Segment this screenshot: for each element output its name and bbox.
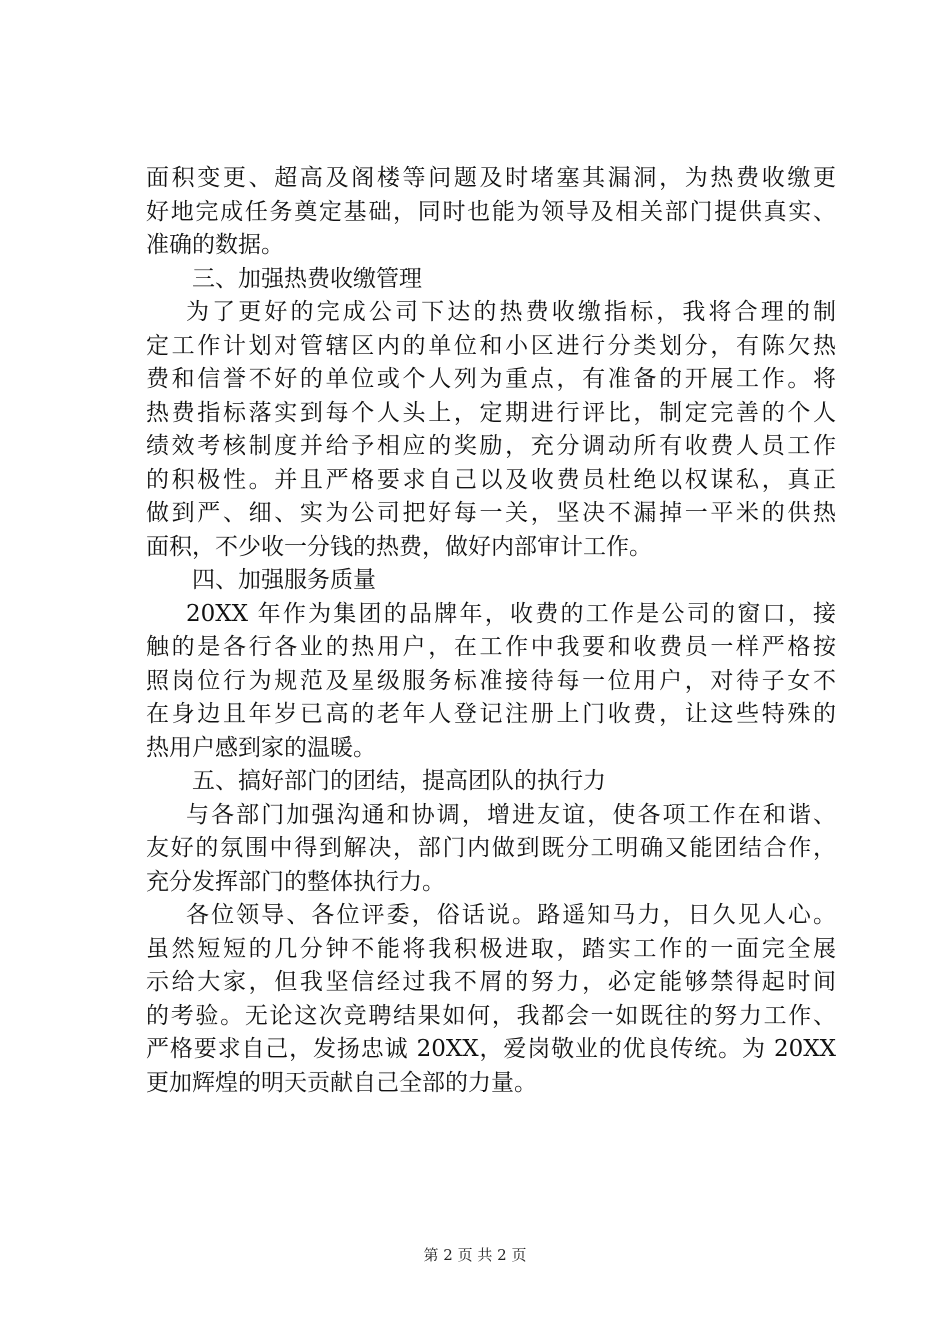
paragraph-line: 虽然短短的几分钟不能将我积极进取，踏实工作的一面完全展 [146,935,836,962]
paragraph-line: 各位领导、各位评委，俗话说。路遥知马力，日久见人心。 [186,902,836,928]
paragraph-line: 触的是各行各业的热用户，在工作中我要和收费员一样严格按 [146,634,836,660]
section-heading-3: 三、加强热费收缴管理 [192,265,422,292]
paragraph-line: 费和信誉不好的单位或个人列为重点，有准备的开展工作。将 [146,366,836,392]
paragraph-line: 准确的数据。 [146,232,284,258]
paragraph-line: 热费指标落实到每个人头上，定期进行评比，制定完善的个人 [146,399,836,426]
paragraph-line: 面积变更、超高及阁楼等问题及时堵塞其漏洞，为热费收缴更 [146,165,836,191]
page-number-footer: 第 2 页 共 2 页 [423,1246,527,1264]
paragraph-line: 更加辉煌的明天贡献自己全部的力量。 [146,1069,537,1096]
paragraph-line: 与各部门加强沟通和协调，增进友谊，使各项工作在和谐、 [186,801,836,828]
paragraph-line: 定工作计划对管辖区内的单位和小区进行分类划分，有陈欠热 [146,332,836,359]
paragraph-line: 绩效考核制度并给予相应的奖励，充分调动所有收费人员工作 [146,433,836,459]
paragraph-line: 在身边且年岁已高的老年人登记注册上门收费，让这些特殊的 [146,701,836,727]
paragraph-line: 友好的氛围中得到解决，部门内做到既分工明确又能团结合作， [146,835,836,861]
paragraph-line: 严格要求自己，发扬忠诚 20XX，爱岗敬业的优良传统。为 20XX [146,1036,836,1062]
paragraph-line: 做到严、细、实为公司把好每一关，坚决不漏掉一平米的供热 [146,500,836,526]
section-heading-4: 四、加强服务质量 [192,567,376,593]
paragraph-line: 20XX 年作为集团的品牌年，收费的工作是公司的窗口，接 [186,600,836,627]
paragraph-line: 示给大家，但我坚信经过我不屑的努力，必定能够禁得起时间 [146,969,836,995]
paragraph-line: 为了更好的完成公司下达的热费收缴指标，我将合理的制 [186,299,836,325]
paragraph-line: 热用户感到家的温暖。 [146,734,376,761]
section-heading-5: 五、搞好部门的团结，提高团队的执行力 [192,768,606,794]
paragraph-line: 充分发挥部门的整体执行力。 [146,868,445,895]
document-body [146,162,836,1100]
paragraph-line: 的积极性。并且严格要求自己以及收费员杜绝以权谋私，真正 [146,466,836,493]
paragraph-line: 好地完成任务奠定基础，同时也能为领导及相关部门提供真实、 [146,198,836,225]
paragraph-line: 照岗位行为规范及星级服务标准接待每一位用户，对待子女不 [146,667,836,694]
paragraph-line: 的考验。无论这次竞聘结果如何，我都会一如既往的努力工作、 [146,1002,836,1029]
paragraph-line: 面积，不少收一分钱的热费，做好内部审计工作。 [146,533,652,560]
